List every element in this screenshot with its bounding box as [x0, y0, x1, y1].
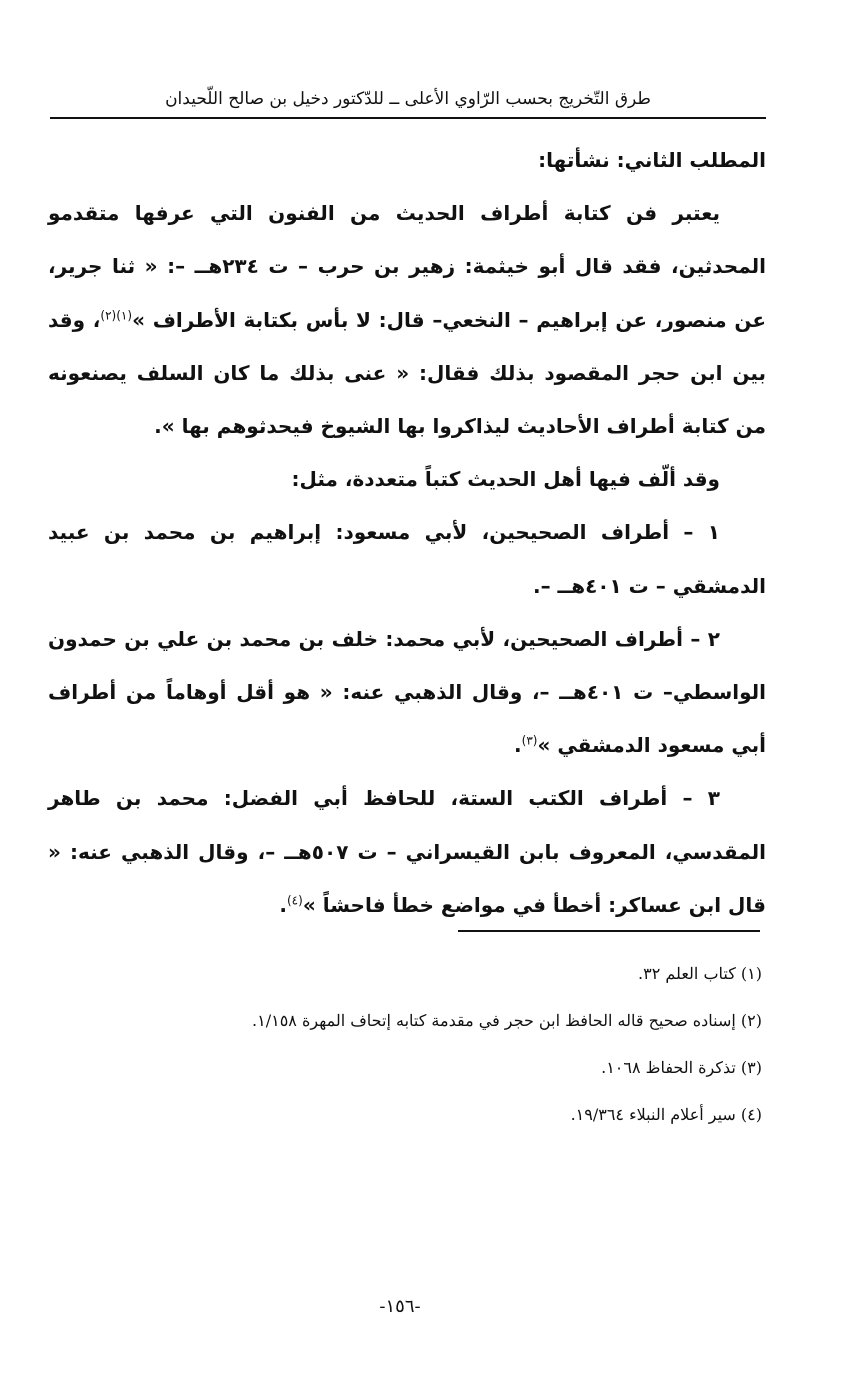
paragraph-origin [48, 187, 766, 453]
footnote-ref-1: (١) [116, 307, 133, 322]
running-head: طرق التّخريج بحسب الرّاوي الأعلى ــ للدّكتور دخيل بن صالح اللّحيدان [165, 89, 651, 109]
footnote-rule [458, 930, 760, 932]
paragraph-origin-continuation: ، وقد بين ابن حجر المقصود بذلك فقال: « عنى بذلك ما كان السلف يصنعونه من كتابة أطراف الأحاديث ليذاكروا بها الشيوخ فيحدثوهم بها ». [48, 307, 766, 439]
list-item-2-text: ٢ – أطراف الصحيحين، لأبي محمد: خلف بن محمد بن علي بن حمدون الواسطي– ت ٤٠١هــ –، وقال الذهبي عنه: « هو أقل أوهاماً من أطراف أبي مسعود الدمشقي » [48, 626, 766, 758]
paragraph-origin-text: يعتبر فن كتابة أطراف الحديث من الفنون التي عرفها متقدمو المحدثين، فقد قال أبو خيثمة: زهير بن حرب – ت ٢٣٤هــ –: « ثنا جرير، عن منصور، عن إبراهيم – النخعي– قال: لا بأس بكتابة الأطراف » [48, 201, 766, 332]
footnote-4: (٤) سير أعلام النبلاء ١٩/٣٦٤. [570, 1105, 762, 1124]
footnote-2: (٢) إسناده صحيح قاله الحافظ ابن حجر في مقدمة كتابه إتحاف المهرة ١/١٥٨. [252, 1011, 762, 1030]
list-item-2-end: . [514, 733, 522, 758]
footnote-3: (٣) تذكرة الحفاظ ١٠٦٨. [601, 1058, 762, 1077]
header-rule [50, 117, 766, 119]
footnote-1: (١) كتاب العلم ٣٢. [638, 964, 762, 983]
list-item-3-end: . [279, 892, 287, 917]
footnote-ref-4: (٤) [286, 893, 303, 908]
page-number: -١٥٦- [379, 1296, 421, 1317]
list-item-3-text: ٣ – أطراف الكتب الستة، للحافظ أبي الفضل: محمد بن طاهر المقدسي، المعروف بابن القيسراني – ت ٥٠٧هــ –، وقال الذهبي عنه: « قال ابن عساكر: أخطأ في مواضع خطأ فاحشاً » [48, 786, 766, 917]
footnote-ref-2: (٢) [100, 307, 117, 322]
footnotes [50, 950, 762, 1138]
section-heading: المطلب الثاني: نشأتها: [538, 148, 766, 172]
footnote-ref-3: (٣) [521, 733, 538, 748]
list-item-3 [48, 772, 766, 932]
list-item-1: ١ – أطراف الصحيحين، لأبي مسعود: إبراهيم بن محمد بن عبيد الدمشقي – ت ٤٠١هــ –. [48, 520, 766, 598]
main-body [48, 134, 766, 932]
list-item-2 [48, 613, 766, 773]
paragraph-books-intro: وقد ألّف فيها أهل الحديث كتباً متعددة، مثل: [291, 467, 720, 492]
